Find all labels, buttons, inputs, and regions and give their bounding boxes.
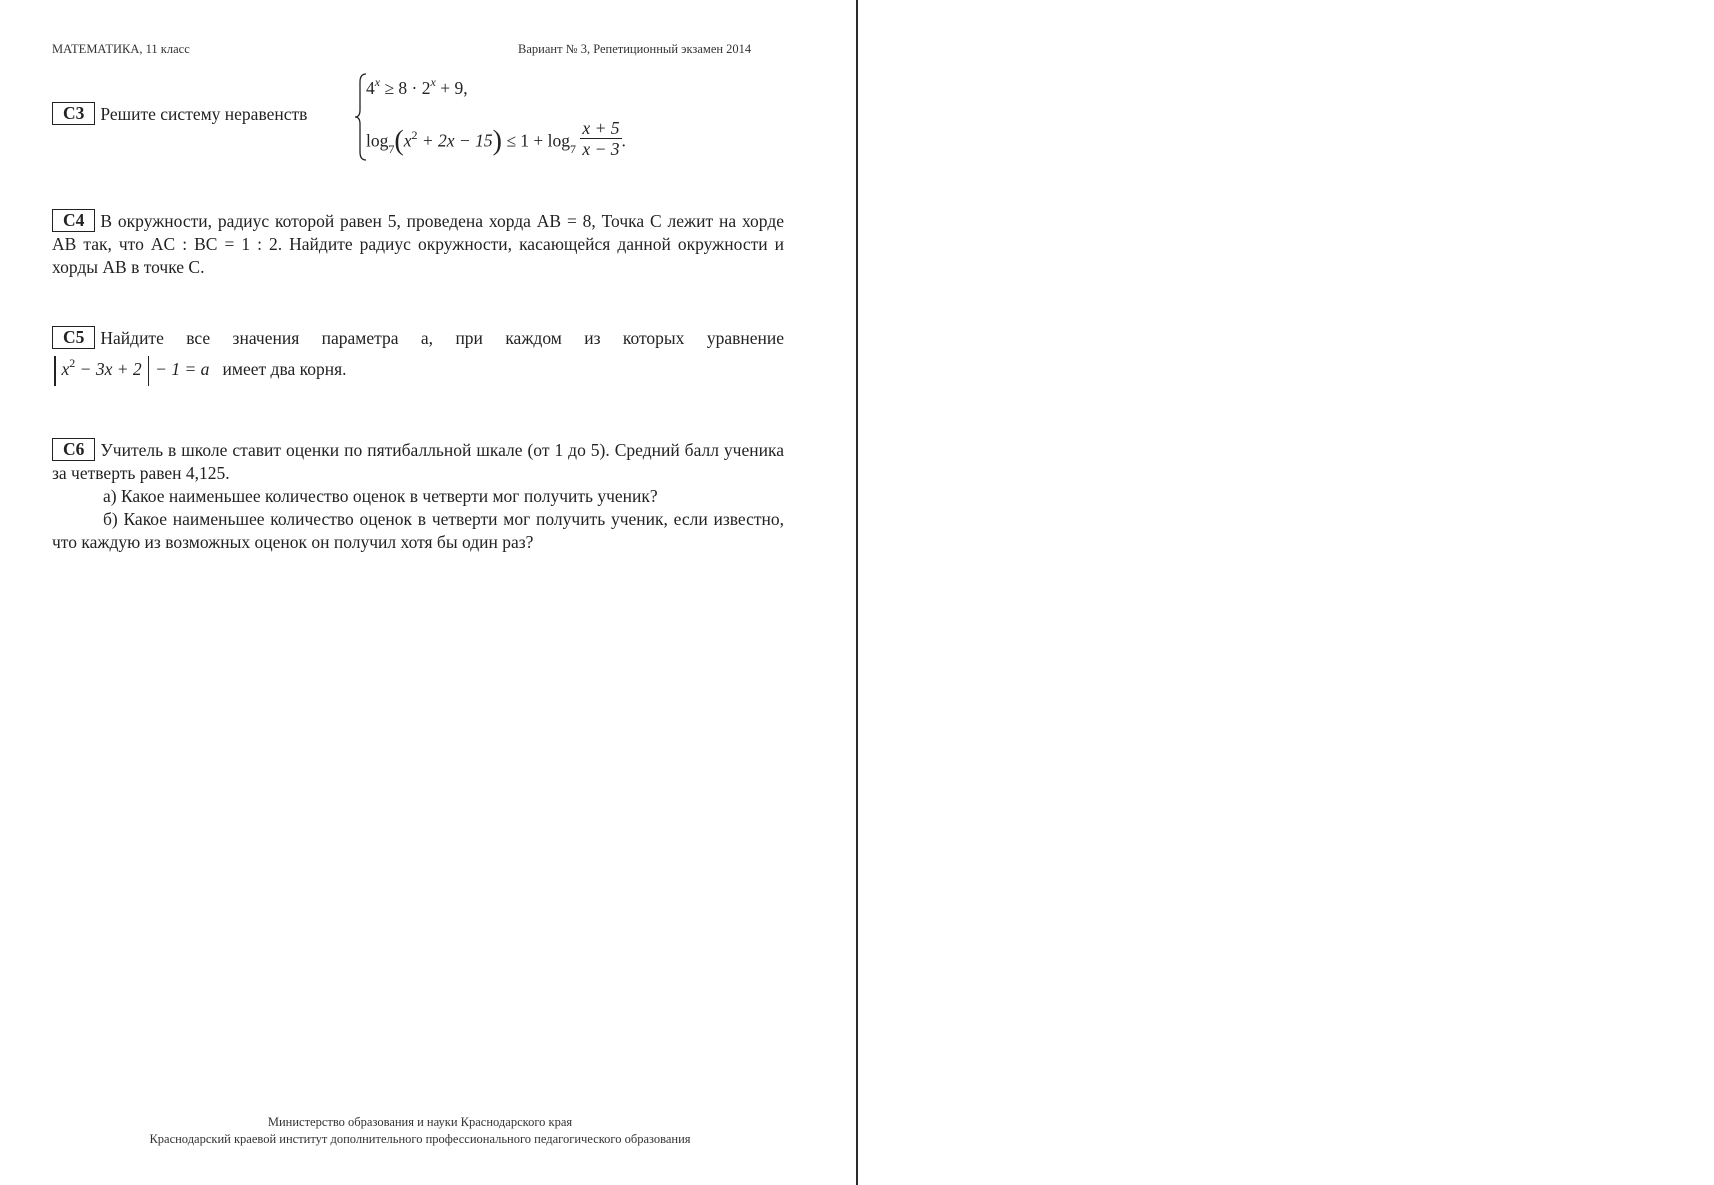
task-c6-part-b: б) Какое наименьшее количество оценок в четверти мог получить ученик, если известно, что каждую из возможных оценок он получил хотя бы один раз? — [52, 509, 784, 552]
task-label-c3: C3 — [52, 102, 95, 125]
task-label-c6: C6 — [52, 438, 95, 461]
task-c4-text: В окружности, радиус которой равен 5, проведена хорда AB = 8, Точка C лежит на хорде AB так, что AC : BC = 1 : 2. Найдите радиус окружности, касающейся данной окружности и хорды AB в точке C. — [52, 211, 784, 277]
inequality-2: $\log_7(x^2 + 2x - 15) \le 1 + \log_7$ $\frac{x + 5}{x - 3}$ . — [366, 118, 626, 159]
task-c4 — [52, 209, 784, 279]
task-c6 — [52, 438, 784, 554]
task-label-c5: C5 — [52, 326, 95, 349]
task-c5-equation: $x^2 - 3x + 2 - 1 = a$ имеет два корня. — [52, 356, 347, 386]
log-fraction: $\frac{x + 5}{x - 3}$ — [582, 118, 620, 159]
task-c3-text: Решите систему неравенств — [100, 104, 308, 124]
task-c3 — [52, 102, 307, 126]
header-variant: Вариант № 3, Репетиционный экзамен 2014 — [518, 42, 752, 56]
footer-institute: Краснодарский краевой институт дополнительного профессионального педагогического образования — [149, 1132, 691, 1146]
task-c5-text: Найдите все значения параметра a, при каждом из которых уравнение — [100, 328, 784, 348]
task-c6-part-a: а) Какое наименьшее количество оценок в четверти мог получить ученик? — [103, 486, 658, 506]
footer-ministry: Министерство образования и науки Краснодарского края — [267, 1115, 573, 1129]
task-label-c4: C4 — [52, 209, 95, 232]
header-subject: МАТЕМАТИКА, 11 класс — [52, 42, 190, 56]
inequality-system — [354, 72, 654, 162]
task-c5 — [52, 326, 784, 350]
inequality-1: $4^x \ge 8 \cdot 2^x + 9$, — [366, 75, 468, 98]
task-c6-text: Учитель в школе ставит оценки по пятибалльной шкале (от 1 до 5). Средний балл ученика за четверть равен 4,125. — [52, 440, 784, 483]
page-divider — [856, 0, 858, 1185]
